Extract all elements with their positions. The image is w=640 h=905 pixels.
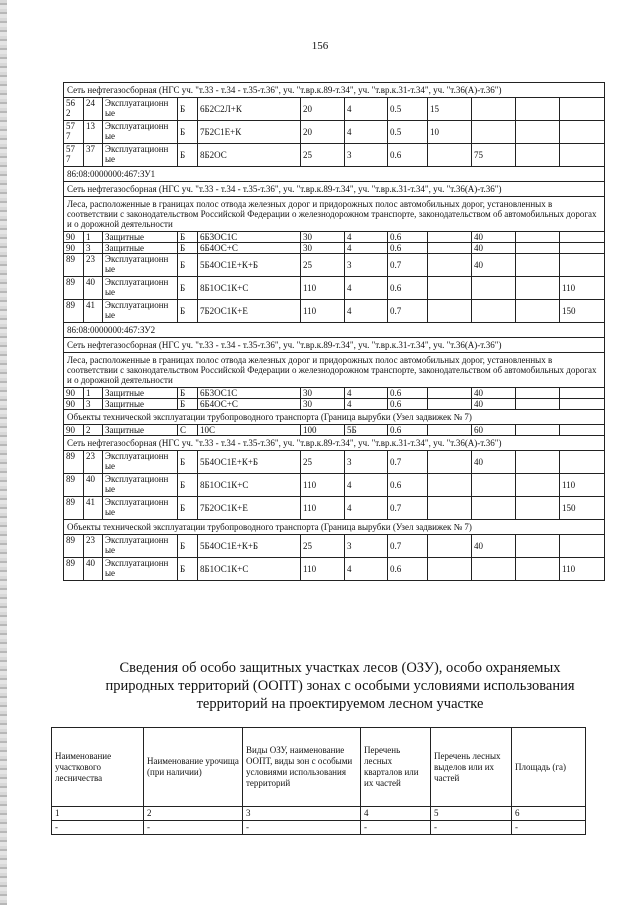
table-cell: 7Б2С1Е+К [198, 121, 301, 144]
table-cell [472, 300, 516, 323]
table-cell: 5Б4ОС1Е+К+Б [198, 254, 301, 277]
table-cell: 40 [472, 388, 516, 399]
section-title: Леса, расположенные в границах полос отвода железных дорог и придорожных полос автомобильных дорог, установленных в соответствии с законодательством Российской Федерации о железнодорожном транспорте, законодательством об автомобильных дорогах и о дорожной деятельности [64, 353, 605, 388]
table-cell: Эксплуатационн ые [103, 277, 178, 300]
table-cell [472, 558, 516, 581]
table-cell: 6Б2С2Л+К [198, 98, 301, 121]
table-row [64, 558, 605, 581]
section-row [64, 338, 605, 353]
table-cell: 7Б2ОС1К+Е [198, 497, 301, 520]
table-cell: 40 [472, 254, 516, 277]
ozu-number-row [52, 807, 586, 821]
table-cell [516, 399, 560, 410]
table-cell [428, 451, 472, 474]
table-cell: 0.6 [388, 474, 428, 497]
table-cell: 5Б [345, 425, 388, 436]
table-cell: Эксплуатационн ые [103, 558, 178, 581]
table-cell: Защитные [103, 425, 178, 436]
table-row [64, 232, 605, 243]
section-row [64, 353, 605, 388]
table-cell [516, 535, 560, 558]
table-cell: 4 [345, 243, 388, 254]
table-cell [428, 243, 472, 254]
table-cell: Эксплуатационн ые [103, 121, 178, 144]
table-cell [516, 232, 560, 243]
table-cell: 4 [345, 277, 388, 300]
table-cell: 0.5 [388, 121, 428, 144]
table-cell: 13 [84, 121, 103, 144]
table-cell: 90 [64, 388, 84, 399]
ozu-number-row-cell: 4 [361, 807, 431, 821]
table-cell [560, 98, 605, 121]
table-cell: Эксплуатационн ые [103, 300, 178, 323]
table-cell [516, 98, 560, 121]
ozu-value-row-cell: - [243, 821, 361, 835]
table-row [64, 144, 605, 167]
table-cell [428, 497, 472, 520]
forest-plot-table-body [64, 83, 605, 581]
ozu-header-row-cell: Наименование участкового лесничества [52, 728, 144, 807]
table-cell: Эксплуатационн ые [103, 98, 178, 121]
table-cell [428, 425, 472, 436]
ozu-table [51, 727, 586, 835]
table-cell: 8Б2ОС [198, 144, 301, 167]
table-cell: 0.6 [388, 243, 428, 254]
table-row [64, 497, 605, 520]
table-cell: Защитные [103, 243, 178, 254]
ozu-value-row-cell: - [52, 821, 144, 835]
section-title: Сеть нефтегазосборная (НГС уч. "т.33 - т.34 - т.35-т.36", уч. "т.вр.к.89-т.34", уч. "т.вр.к.31-т.34", уч. "т.36(А)-т.36") [64, 83, 605, 98]
table-cell: 40 [472, 451, 516, 474]
table-cell: 110 [560, 558, 605, 581]
table-cell [472, 121, 516, 144]
table-cell: Б [178, 277, 198, 300]
ozu-header-row [52, 728, 586, 807]
table-cell: 23 [84, 451, 103, 474]
table-cell: 3 [345, 535, 388, 558]
table-cell: Эксплуатационн ые [103, 474, 178, 497]
table-cell: 100 [301, 425, 345, 436]
table-row [64, 425, 605, 436]
ozu-number-row-cell: 1 [52, 807, 144, 821]
table-cell: 30 [301, 388, 345, 399]
table-cell: 3 [84, 399, 103, 410]
table-cell: 90 [64, 399, 84, 410]
table-cell: 30 [301, 399, 345, 410]
table-cell: 4 [345, 497, 388, 520]
ozu-value-row-cell: - [431, 821, 512, 835]
table-cell: 110 [301, 558, 345, 581]
table-cell: 0.7 [388, 254, 428, 277]
table-cell: 6Б4ОС+С [198, 399, 301, 410]
table-cell [516, 451, 560, 474]
table-cell: Б [178, 451, 198, 474]
table-cell [428, 254, 472, 277]
table-row [64, 98, 605, 121]
table-cell: 110 [301, 497, 345, 520]
table-cell: 4 [345, 399, 388, 410]
table-cell [428, 388, 472, 399]
table-cell: 0.7 [388, 535, 428, 558]
ozu-header-row-cell: Виды ОЗУ, наименование ООПТ, виды зон с особыми условиями использования территорий [243, 728, 361, 807]
table-cell: 89 [64, 300, 84, 323]
table-cell: 0.7 [388, 497, 428, 520]
table-cell [472, 277, 516, 300]
table-row [64, 451, 605, 474]
table-cell [472, 497, 516, 520]
table-cell: 90 [64, 425, 84, 436]
table-cell [516, 497, 560, 520]
table-cell: 110 [560, 474, 605, 497]
table-row [64, 121, 605, 144]
table-row [64, 399, 605, 410]
ozu-header-row-cell: Перечень лесных кварталов или их частей [361, 728, 431, 807]
table-cell [516, 474, 560, 497]
table-cell: 10 [428, 121, 472, 144]
table-cell: 110 [560, 277, 605, 300]
section-row [64, 410, 605, 425]
section-row [64, 323, 605, 338]
ozu-number-row-cell: 5 [431, 807, 512, 821]
table-cell: 4 [345, 121, 388, 144]
table-cell [516, 254, 560, 277]
table-cell: 6Б3ОС1С [198, 388, 301, 399]
table-cell [428, 474, 472, 497]
section-title: Сеть нефтегазосборная (НГС уч. "т.33 - т.34 - т.35-т.36", уч. "т.вр.к.89-т.34", уч. "т.вр.к.31-т.34", уч. "т.36(А)-т.36") [64, 436, 605, 451]
ozu-value-row [52, 821, 586, 835]
table-cell: Б [178, 497, 198, 520]
table-cell: 4 [345, 474, 388, 497]
table-cell: 0.6 [388, 399, 428, 410]
table-cell: 30 [301, 243, 345, 254]
table-cell: 90 [64, 243, 84, 254]
table-cell [516, 558, 560, 581]
table-row [64, 535, 605, 558]
table-cell [560, 232, 605, 243]
table-cell: 20 [301, 98, 345, 121]
table-cell [560, 254, 605, 277]
table-cell: Эксплуатационн ые [103, 144, 178, 167]
ozu-header-row-cell: Площадь (га) [512, 728, 586, 807]
table-cell: 41 [84, 300, 103, 323]
table-cell: 0.5 [388, 98, 428, 121]
table-cell: 57 7 [64, 121, 84, 144]
table-cell: 8Б1ОС1К+С [198, 277, 301, 300]
section-row [64, 520, 605, 535]
section-title: Объекты технической эксплуатации трубопроводного транспорта (Граница вырубки (Узел задвижек № 7) [64, 410, 605, 425]
section-row [64, 182, 605, 197]
table-cell: 37 [84, 144, 103, 167]
table-cell: 6Б4ОС+С [198, 243, 301, 254]
ozu-header-row-cell: Перечень лесных выделов или их частей [431, 728, 512, 807]
table-cell [428, 558, 472, 581]
table-cell: 89 [64, 277, 84, 300]
table-cell: 89 [64, 497, 84, 520]
table-cell [560, 144, 605, 167]
table-cell: 60 [472, 425, 516, 436]
table-cell [516, 425, 560, 436]
table-cell: 41 [84, 497, 103, 520]
table-cell: Б [178, 98, 198, 121]
table-cell: Эксплуатационн ые [103, 254, 178, 277]
table-cell [560, 388, 605, 399]
section-row [64, 197, 605, 232]
section-row [64, 167, 605, 182]
table-cell: Б [178, 243, 198, 254]
table-cell: 150 [560, 300, 605, 323]
table-cell [560, 535, 605, 558]
table-cell: Б [178, 300, 198, 323]
table-cell: 25 [301, 535, 345, 558]
table-cell [560, 243, 605, 254]
table-cell: 4 [345, 300, 388, 323]
table-cell: 0.7 [388, 300, 428, 323]
table-cell: 89 [64, 558, 84, 581]
table-cell: Б [178, 232, 198, 243]
table-cell: 89 [64, 451, 84, 474]
table-cell: 20 [301, 121, 345, 144]
table-cell: Эксплуатационн ые [103, 535, 178, 558]
table-cell [516, 388, 560, 399]
section-row [64, 436, 605, 451]
ozu-number-row-cell: 6 [512, 807, 586, 821]
section-title: Сеть нефтегазосборная (НГС уч. "т.33 - т.34 - т.35-т.36", уч. "т.вр.к.89-т.34", уч. "т.вр.к.31-т.34", уч. "т.36(А)-т.36") [64, 182, 605, 197]
ozu-value-row-cell: - [361, 821, 431, 835]
table-cell: 89 [64, 474, 84, 497]
table-cell: 25 [301, 451, 345, 474]
table-cell: 40 [472, 535, 516, 558]
ozu-number-row-cell: 2 [144, 807, 243, 821]
table-cell: 23 [84, 535, 103, 558]
table-cell: 4 [345, 98, 388, 121]
table-cell: 6Б3ОС1С [198, 232, 301, 243]
table-cell [472, 474, 516, 497]
table-cell: 3 [345, 144, 388, 167]
table-cell: 0.6 [388, 425, 428, 436]
table-cell: 0.6 [388, 388, 428, 399]
table-row [64, 300, 605, 323]
table-cell: 1 [84, 232, 103, 243]
table-cell [560, 121, 605, 144]
table-cell: 0.7 [388, 451, 428, 474]
table-cell: 5Б4ОС1Е+К+Б [198, 451, 301, 474]
table-cell: 3 [84, 243, 103, 254]
table-cell: 4 [345, 558, 388, 581]
section-heading: Сведения об особо защитных участках лесов (ОЗУ), особо охраняемых природных территорий (ООПТ) зонах с особыми условиями использования территорий на проектируемом лесном участке [105, 660, 575, 712]
table-cell: 4 [345, 388, 388, 399]
table-cell [428, 399, 472, 410]
table-cell: 0.6 [388, 277, 428, 300]
table-cell: Б [178, 144, 198, 167]
table-row [64, 243, 605, 254]
table-cell: 15 [428, 98, 472, 121]
table-cell: 40 [84, 474, 103, 497]
ozu-value-row-cell: - [512, 821, 586, 835]
page-number: 156 [311, 40, 329, 52]
table-cell [428, 144, 472, 167]
table-cell: 40 [472, 232, 516, 243]
table-cell: Б [178, 399, 198, 410]
table-cell [560, 451, 605, 474]
table-cell: Б [178, 474, 198, 497]
table-cell: 0.6 [388, 232, 428, 243]
table-cell: 90 [64, 232, 84, 243]
table-cell: 24 [84, 98, 103, 121]
table-cell [516, 300, 560, 323]
table-cell: Б [178, 388, 198, 399]
table-cell: 75 [472, 144, 516, 167]
table-cell [560, 399, 605, 410]
table-cell: 0.6 [388, 558, 428, 581]
table-row [64, 277, 605, 300]
section-title: 86:08:0000000:467:ЗУ1 [64, 167, 605, 182]
table-cell: 0.6 [388, 144, 428, 167]
table-cell: 110 [301, 474, 345, 497]
table-cell [560, 425, 605, 436]
table-cell: 110 [301, 277, 345, 300]
table-cell: 40 [84, 277, 103, 300]
table-cell: 89 [64, 254, 84, 277]
table-cell [428, 232, 472, 243]
table-cell: 1 [84, 388, 103, 399]
table-cell: 30 [301, 232, 345, 243]
table-cell: 2 [84, 425, 103, 436]
table-cell: 150 [560, 497, 605, 520]
table-cell: Защитные [103, 388, 178, 399]
table-row [64, 254, 605, 277]
forest-plot-table [63, 82, 605, 581]
ozu-value-row-cell: - [144, 821, 243, 835]
table-cell: 40 [84, 558, 103, 581]
table-cell [472, 98, 516, 121]
table-cell: Защитные [103, 399, 178, 410]
table-cell: 8Б1ОС1К+С [198, 558, 301, 581]
ozu-header-row-cell: Наименование урочища (при наличии) [144, 728, 243, 807]
table-cell: 110 [301, 300, 345, 323]
section-row [64, 83, 605, 98]
table-cell: 89 [64, 535, 84, 558]
section-title: 86:08:0000000:467:ЗУ2 [64, 323, 605, 338]
table-cell: 25 [301, 144, 345, 167]
table-cell: 3 [345, 254, 388, 277]
ozu-table-body [52, 728, 586, 835]
table-cell: Эксплуатационн ые [103, 451, 178, 474]
table-cell: 56 2 [64, 98, 84, 121]
table-row [64, 474, 605, 497]
table-cell: Б [178, 558, 198, 581]
table-cell: 40 [472, 399, 516, 410]
table-cell: 3 [345, 451, 388, 474]
table-cell: С [178, 425, 198, 436]
table-cell [516, 121, 560, 144]
section-title: Леса, расположенные в границах полос отвода железных дорог и придорожных полос автомобильных дорог, установленных в соответствии с законодательством Российской Федерации о железнодорожном транспорте, законодательством об автомобильных дорогах и о дорожной деятельности [64, 197, 605, 232]
table-row [64, 388, 605, 399]
ozu-number-row-cell: 3 [243, 807, 361, 821]
table-cell [428, 277, 472, 300]
table-cell [428, 535, 472, 558]
table-cell: 10С [198, 425, 301, 436]
table-cell: 40 [472, 243, 516, 254]
table-cell: 5Б4ОС1Е+К+Б [198, 535, 301, 558]
table-cell: 8Б1ОС1К+С [198, 474, 301, 497]
table-cell: 57 7 [64, 144, 84, 167]
table-cell: 23 [84, 254, 103, 277]
table-cell: Б [178, 535, 198, 558]
table-cell [516, 243, 560, 254]
table-cell: 4 [345, 232, 388, 243]
table-cell [516, 277, 560, 300]
section-title: Сеть нефтегазосборная (НГС уч. "т.33 - т.34 - т.35-т.36", уч. "т.вр.к.89-т.34", уч. "т.вр.к.31-т.34", уч. "т.36(А)-т.36") [64, 338, 605, 353]
table-cell: 25 [301, 254, 345, 277]
table-cell: Защитные [103, 232, 178, 243]
section-title: Объекты технической эксплуатации трубопроводного транспорта (Граница вырубки (Узел задвижек № 7) [64, 520, 605, 535]
table-cell [428, 300, 472, 323]
table-cell: 7Б2ОС1К+Е [198, 300, 301, 323]
table-cell: Эксплуатационн ые [103, 497, 178, 520]
table-cell: Б [178, 254, 198, 277]
table-cell: Б [178, 121, 198, 144]
table-cell [516, 144, 560, 167]
scan-edge [0, 0, 7, 905]
